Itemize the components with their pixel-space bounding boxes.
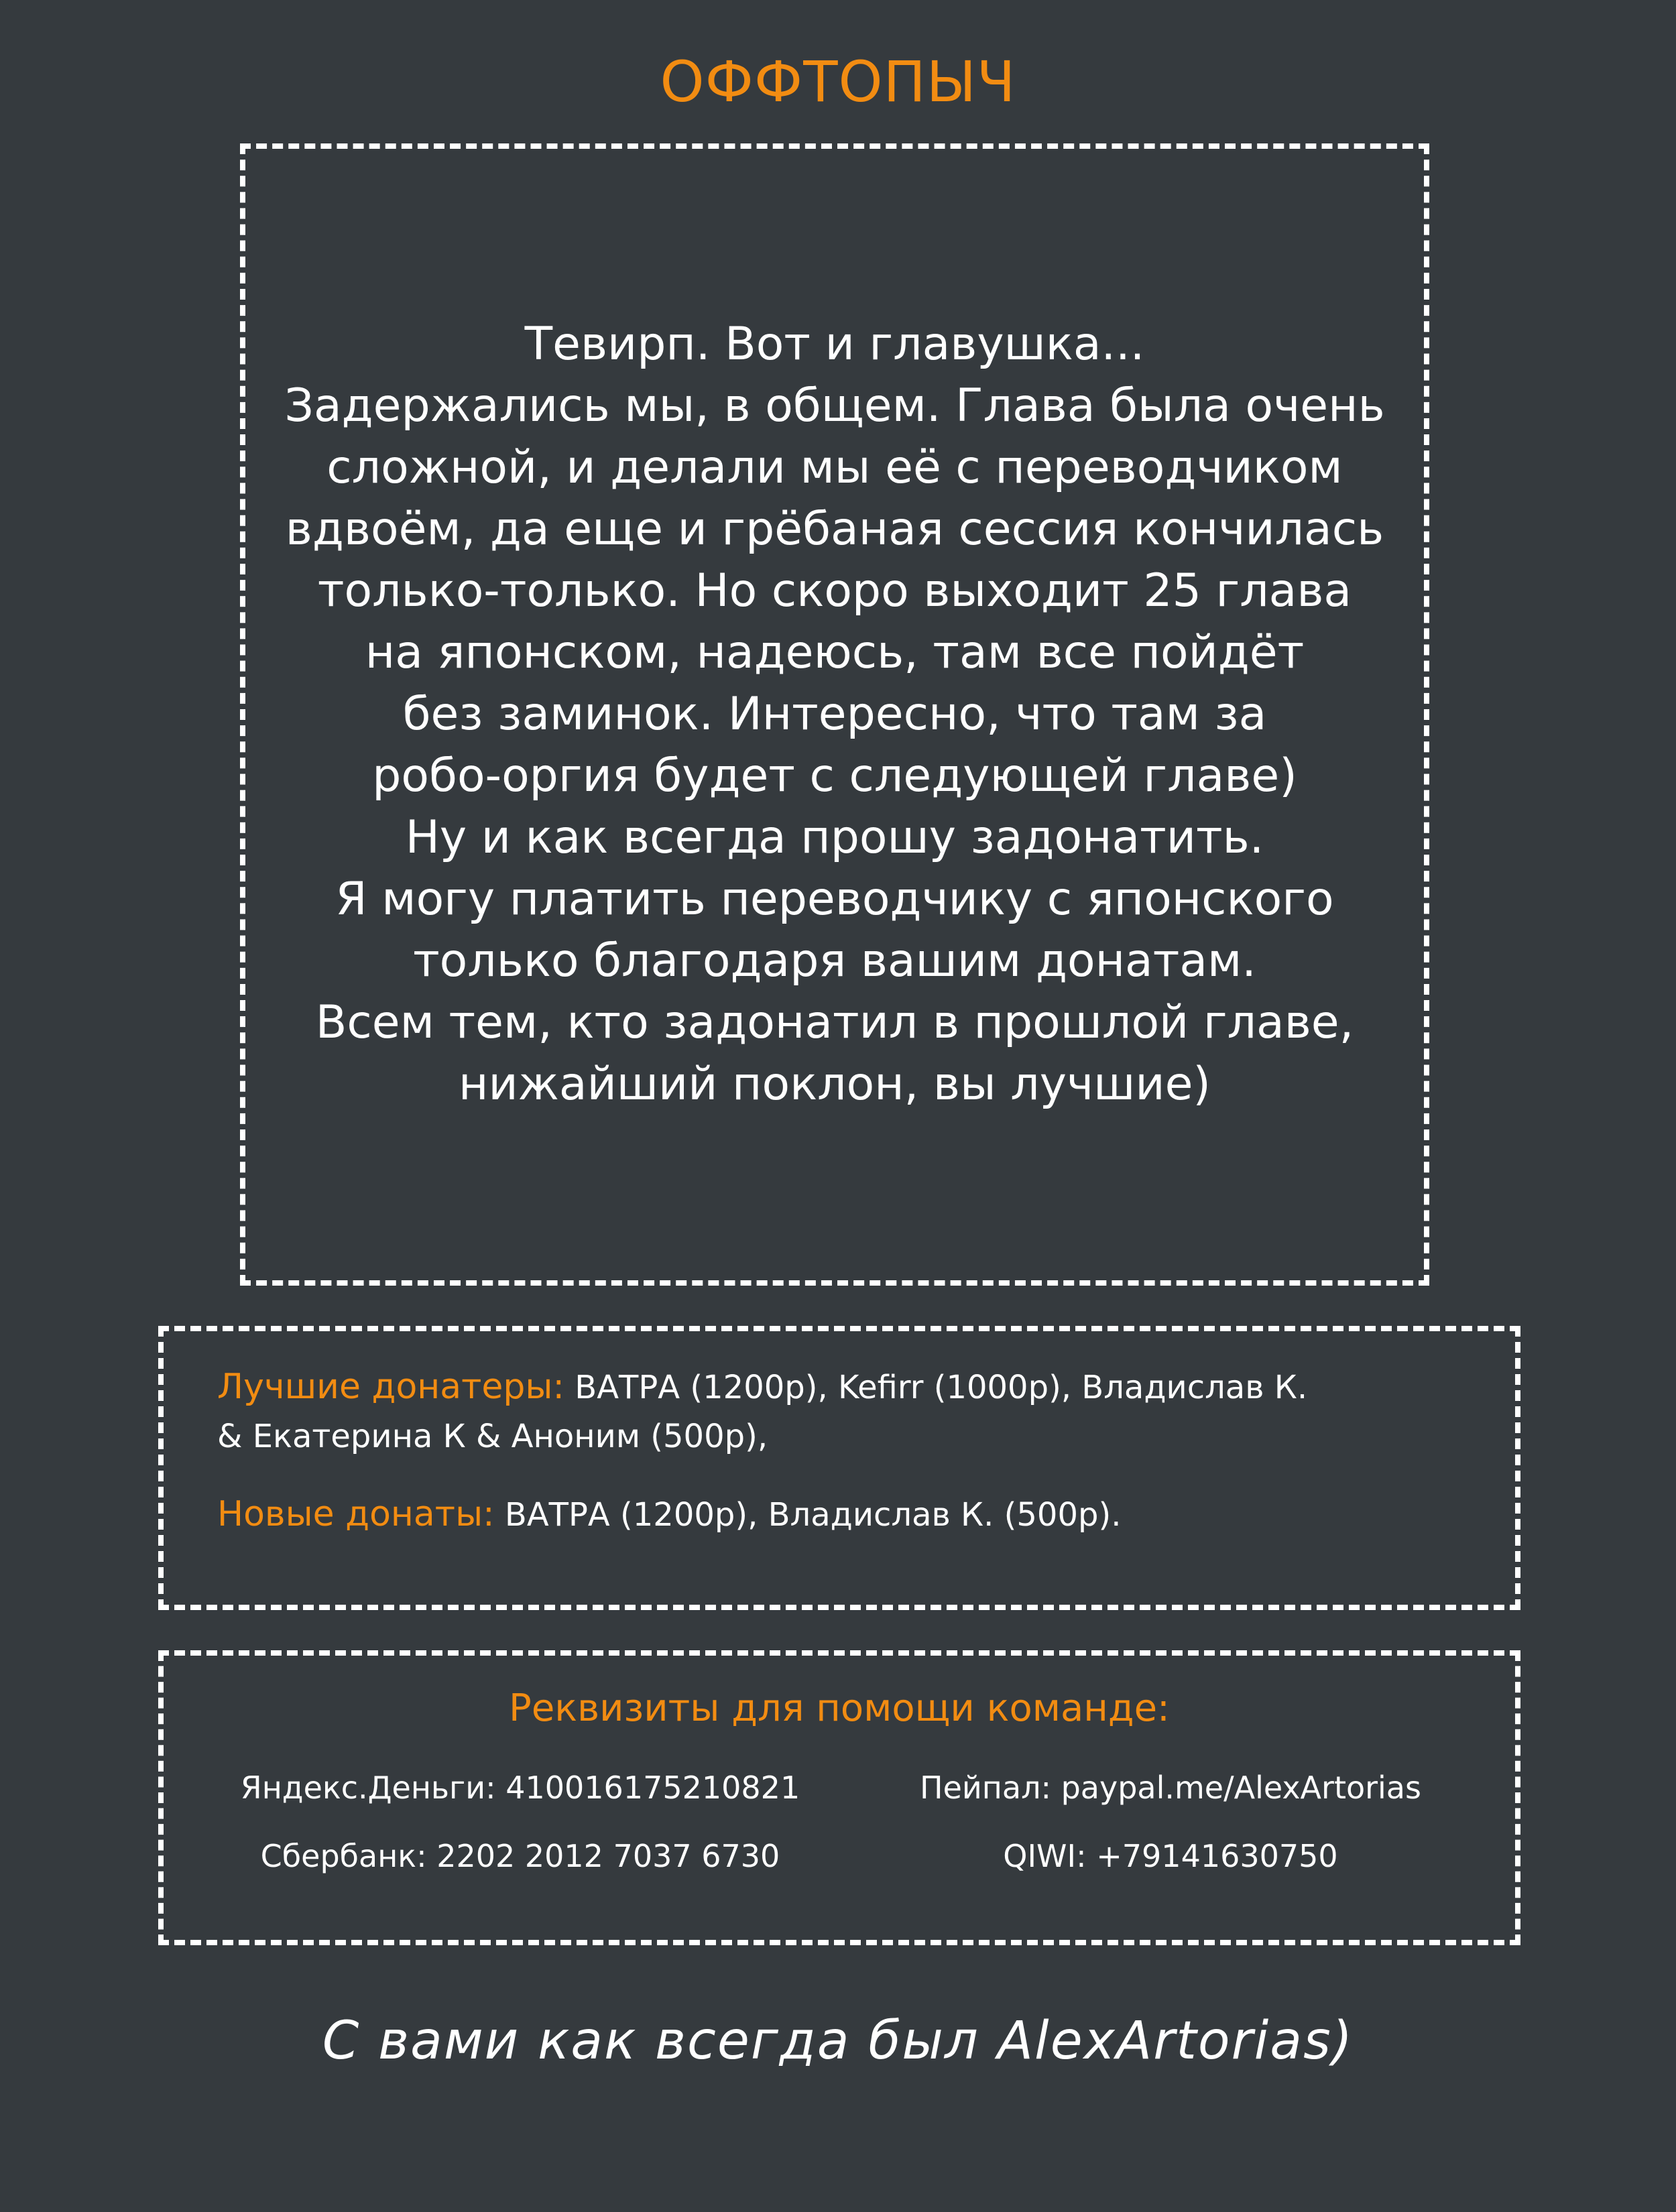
message-line: Тевирп. Вот и главушка... <box>524 318 1145 371</box>
donors-box <box>158 1326 1520 1610</box>
yandex-money: Яндекс.Деньги: 410016175210821 <box>240 1770 800 1806</box>
best-donors-line <box>217 1363 1307 1411</box>
best-donors-text-2: & Екатерина К & Аноним (500р), <box>217 1418 768 1455</box>
new-donations-label: Новые донаты: <box>217 1494 495 1534</box>
new-donations-text: ВАТРА (1200р), Владислав К. (500р). <box>494 1496 1122 1534</box>
message-line: сложной, и делали мы её с переводчиком <box>326 441 1343 494</box>
paypal: Пейпал: paypal.me/AlexArtorias <box>920 1770 1421 1806</box>
message-text <box>284 314 1384 1115</box>
message-line: Задержались мы, в общем. Глава была очень <box>284 379 1385 432</box>
payment-box <box>158 1650 1520 1945</box>
message-line: робо-оргия будет с следующей главе) <box>372 749 1297 802</box>
message-box <box>240 143 1429 1286</box>
signature: С вами как всегда был AlexArtorias) <box>322 2011 1354 2071</box>
message-line: только-только. Но скоро выходит 25 глава <box>317 564 1352 617</box>
message-line: вдвоём, да еще и грёбаная сессия кончилась <box>285 503 1384 556</box>
message-line: только благодаря вашим донатам. <box>413 934 1256 987</box>
payment-title: Реквизиты для помощи команде: <box>509 1686 1170 1730</box>
page-title: ОФФТОПЫЧ <box>660 49 1016 115</box>
message-line: Всем тем, кто задонатил в прошлой главе, <box>315 996 1354 1049</box>
best-donors-text: ВАТРА (1200р), Kefirr (1000р), Владислав К. <box>564 1369 1308 1406</box>
best-donors-label: Лучшие донатеры: <box>217 1367 564 1407</box>
best-donors-line-2 <box>217 1413 768 1460</box>
message-line: Я могу платить переводчику с японского <box>335 873 1334 926</box>
message-line: на японском, надеюсь, там все пойдёт <box>365 626 1305 679</box>
qiwi: QIWI: +79141630750 <box>1003 1838 1338 1874</box>
message-line: нижайший поклон, вы лучшие) <box>459 1058 1211 1111</box>
sberbank: Сбербанк: 2202 2012 7037 6730 <box>260 1838 780 1874</box>
message-line: Ну и как всегда прошу задонатить. <box>405 811 1264 864</box>
message-line: без заминок. Интересно, что там за <box>402 688 1267 741</box>
new-donations-line <box>217 1491 1121 1538</box>
